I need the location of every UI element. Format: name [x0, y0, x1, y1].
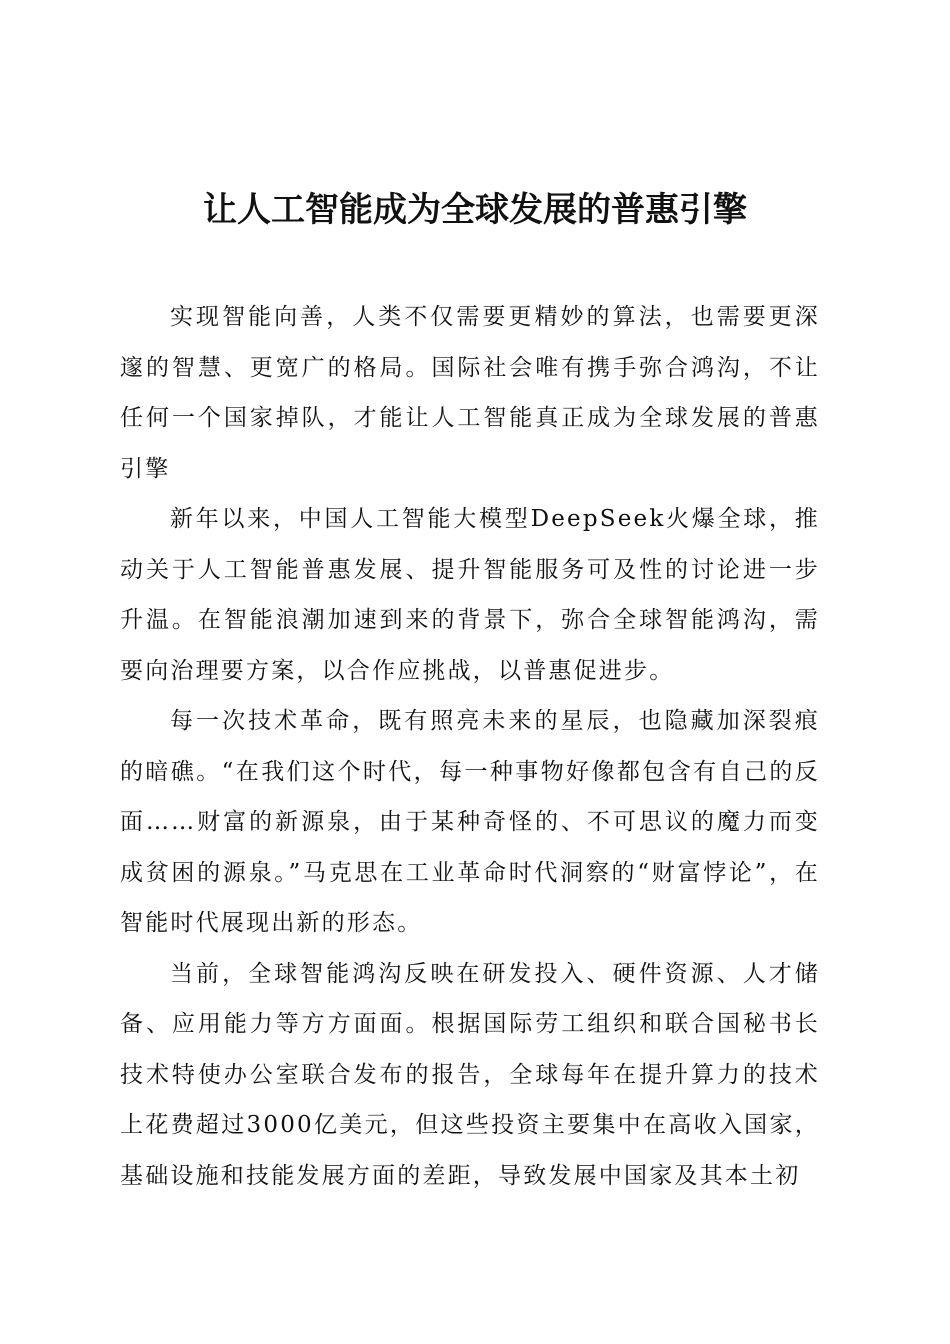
paragraph-1: 实现智能向善，人类不仅需要更精妙的算法，也需要更深邃的智慧、更宽广的格局。国际社会唯有携手弥合鸿沟，不让任何一个国家掉队，才能让人工智能真正成为全球发展的普惠引擎	[120, 304, 820, 482]
paragraph-2: 新年以来，中国人工智能大模型DeepSeek火爆全球，推动关于人工智能普惠发展、提升智能服务可及性的讨论进一步升温。在智能浪潮加速到来的背景下，弥合全球智能鸿沟，需要向治理要方案，以合作应挑战，以普惠促进步。	[120, 506, 820, 684]
paragraph-3: 每一次技术革命，既有照亮未来的星辰，也隐藏加深裂痕的暗礁。“在我们这个时代，每一种事物好像都包含有自己的反面……财富的新源泉，由于某种奇怪的、不可思议的魔力而变成贫困的源泉。”马克思在工业革命时代洞察的“财富悖论”，在智能时代展现出新的形态。	[120, 708, 820, 936]
article-title: 让人工智能成为全球发展的普惠引擎	[203, 190, 747, 230]
paragraph-4: 当前，全球智能鸿沟反映在研发投入、硬件资源、人才储备、应用能力等方方面面。根据国际劳工组织和联合国秘书长技术特使办公室联合发布的报告，全球每年在提升算力的技术上花费超过3000亿美元，但这些投资主要集中在高收入国家，基础设施和技能发展方面的差距，导致发展中国家及其本土初	[120, 960, 820, 1189]
article-body	[120, 292, 820, 1195]
